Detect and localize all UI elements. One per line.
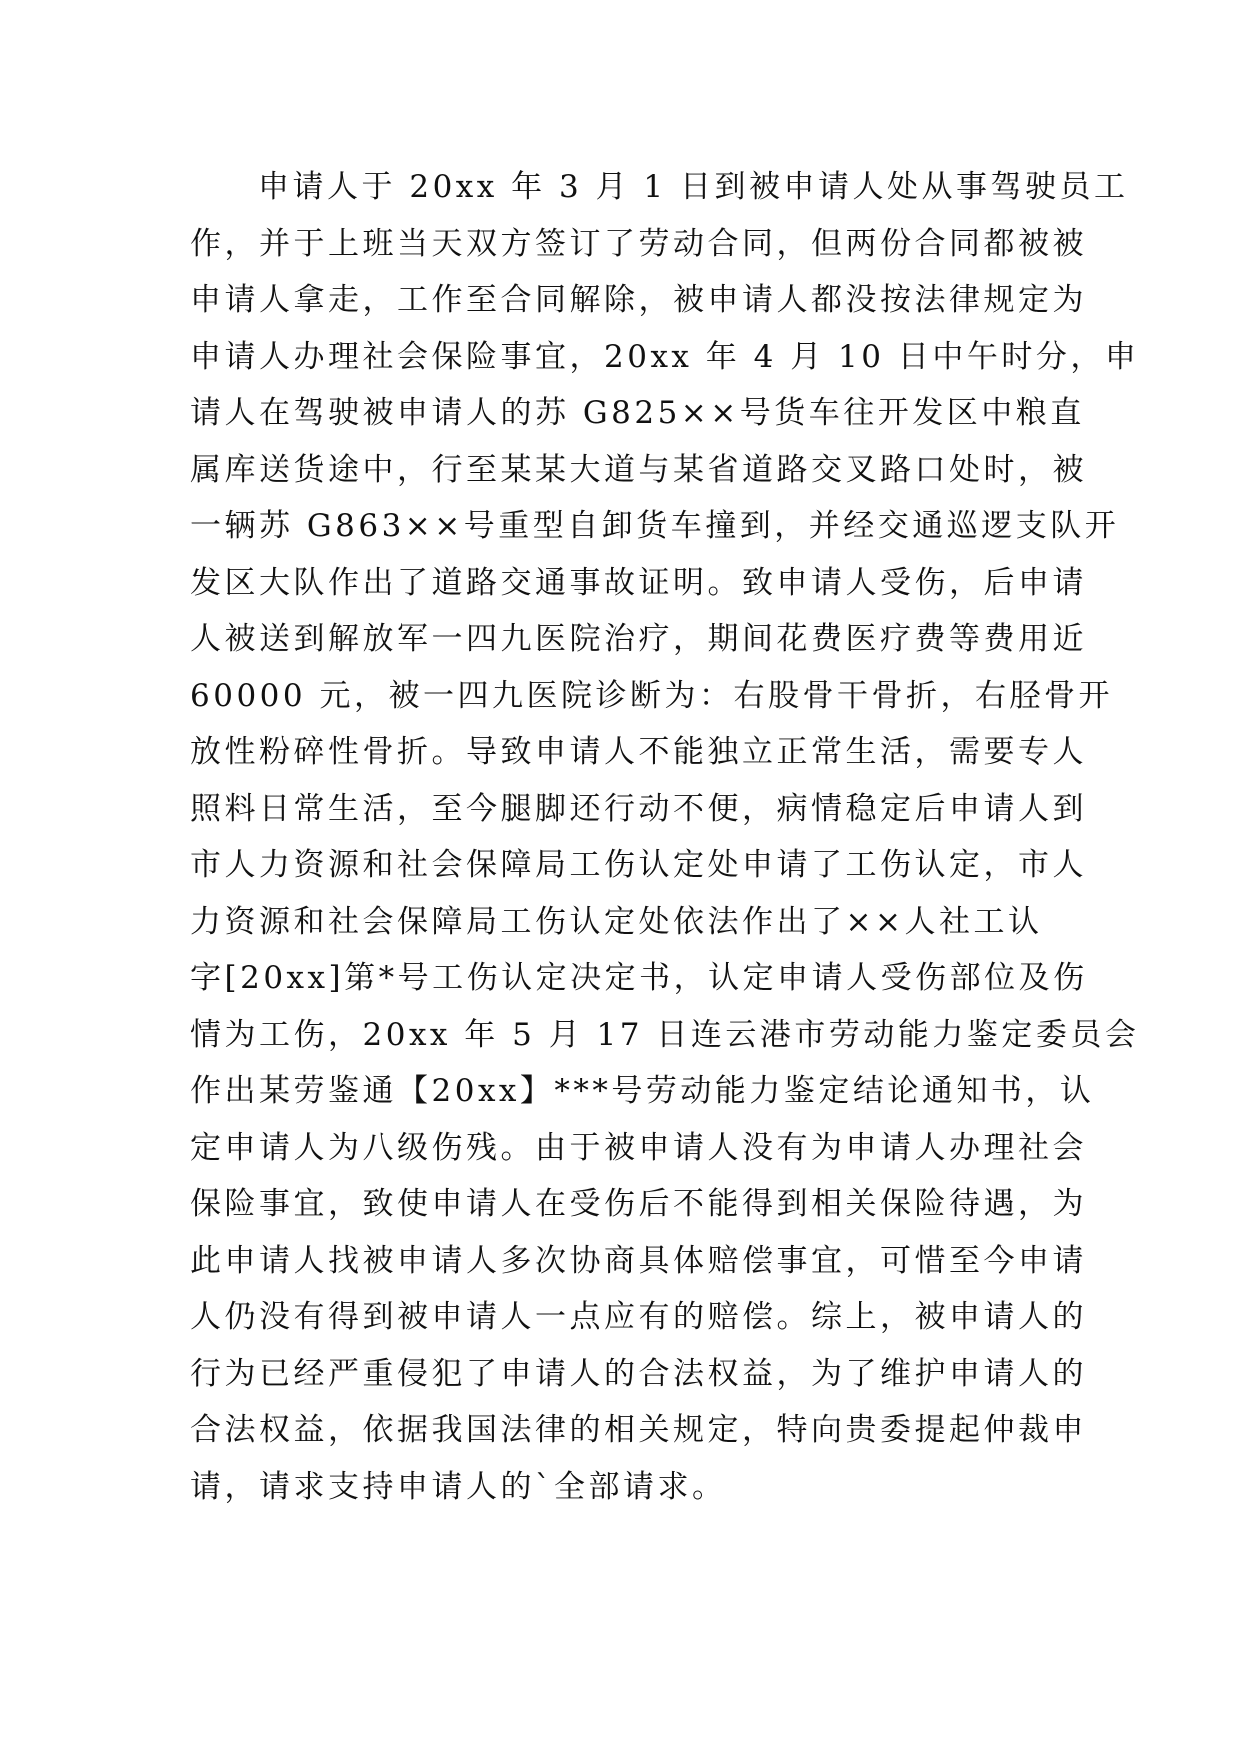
- paragraph-line: 保险事宜，致使申请人在受伤后不能得到相关保险待遇，为: [190, 1186, 1087, 1222]
- paragraph-line: 作，并于上班当天双方签订了劳动合同，但两份合同都被被: [190, 225, 1087, 262]
- paragraph-line: 请人在驾驶被申请人的苏 G825××号货车往开发区中粮直: [190, 395, 1085, 431]
- paragraph-line: 此申请人找被申请人多次协商具体赔偿事宜，可惜至今申请: [190, 1242, 1087, 1279]
- paragraph-line: 力资源和社会保障局工伤认定处依法作出了××人社工认: [190, 903, 1043, 940]
- paragraph-line: 请，请求支持申请人的`全部请求。: [190, 1468, 727, 1505]
- paragraph-line: 行为已经严重侵犯了申请人的合法权益，为了维护申请人的: [190, 1355, 1087, 1392]
- paragraph-line: 字[20xx]第*号工伤认定决定书，认定申请人受伤部位及伤: [190, 960, 1088, 996]
- paragraph-line: 申请人于 20xx 年 3 月 1 日到被申请人处从事驾驶员工: [258, 169, 1129, 205]
- paragraph-line: 属库送货途中，行至某某大道与某省道路交叉路口处时，被: [190, 451, 1087, 488]
- paragraph-line: 60000 元，被一四九医院诊断为：右股骨干骨折，右胫骨开: [190, 677, 1113, 714]
- paragraph-line: 放性粉碎性骨折。导致申请人不能独立正常生活，需要专人: [190, 734, 1087, 770]
- paragraph-line: 人被送到解放军一四九医院治疗，期间花费医疗费等费用近: [190, 621, 1087, 657]
- body-paragraph: [190, 159, 1140, 1515]
- paragraph-line: 人仍没有得到被申请人一点应有的赔偿。综上，被申请人的: [190, 1299, 1087, 1335]
- paragraph-line: 申请人办理社会保险事宜，20xx 年 4 月 10 日中午时分，申: [190, 338, 1140, 375]
- paragraph-line: 定申请人为八级伤残。由于被申请人没有为申请人办理社会: [190, 1129, 1087, 1166]
- paragraph-line: 市人力资源和社会保障局工伤认定处申请了工伤认定，市人: [190, 847, 1087, 883]
- paragraph-line: 申请人拿走，工作至合同解除，被申请人都没按法律规定为: [190, 282, 1087, 318]
- paragraph-line: 情为工伤，20xx 年 5 月 17 日连云港市劳动能力鉴定委员会: [190, 1016, 1140, 1053]
- paragraph-line: 作出某劳鉴通【20xx】***号劳动能力鉴定结论通知书，认: [190, 1073, 1095, 1109]
- paragraph-line: 一辆苏 G863××号重型自卸货车撞到，并经交通巡逻支队开: [190, 508, 1120, 544]
- paragraph-line: 照料日常生活，至今腿脚还行动不便，病情稳定后申请人到: [190, 790, 1087, 827]
- paragraph-line: 发区大队作出了道路交通事故证明。致申请人受伤，后申请: [190, 564, 1087, 601]
- paragraph-line: 合法权益，依据我国法律的相关规定，特向贵委提起仲裁申: [190, 1412, 1087, 1448]
